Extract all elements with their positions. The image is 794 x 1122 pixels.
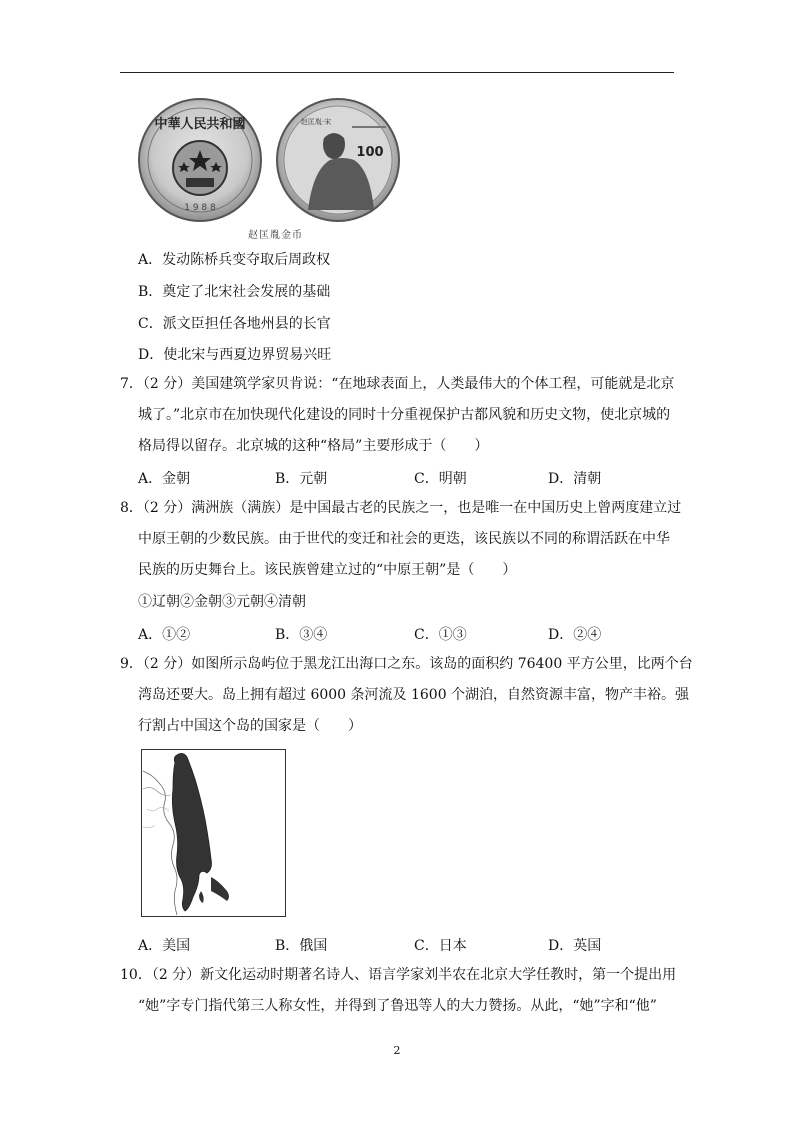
q8-option-c: C．①③ [414,627,467,643]
q10-stem-line-2: “她”字专门指代第三人称女性，并得到了鲁迅等人的大力赞扬。从此，“她”字和“他” [138,998,657,1014]
q7-option-a: A．金朝 [138,471,191,487]
q9-option-b: B．俄国 [275,938,328,954]
q7-option-d: D．清朝 [548,471,602,487]
header-rule [120,72,674,73]
zhao-kuangyin-gold-coin-image [138,98,408,246]
q7-stem-line-2: 城了。”北京市在加快现代化建设的同时十分重视保护古都风貌和历史文物，使北京城的 [138,407,671,423]
q9-stem-line-3: 行割占中国这个岛的国家是（ ） [138,718,362,734]
q7-stem-line-3: 格局得以留存。北京城的这种“格局”主要形成于（ ） [138,438,489,454]
svg-text:中華人民共和國: 中華人民共和國 [154,117,246,132]
sakhalin-island-map [141,749,286,917]
q7-option-c: C．明朝 [414,471,467,487]
q10-stem-line-1: 10．（2 分）新文化运动时期著名诗人、语言学家刘半农在北京大学任教时，第一个提出用 [120,967,677,983]
coin-portrait-side [277,99,399,221]
svg-text:1 9 8 8: 1 9 8 8 [184,203,216,213]
q7-option-b: B．元朝 [275,471,328,487]
coin-emblem-side [139,99,261,221]
q9-option-a: A．美国 [138,938,191,954]
q6-option-b: B．奠定了北宋社会发展的基础 [138,284,331,300]
q8-stem-line-1: 8．（2 分）满洲族（满族）是中国最古老的民族之一，也是唯一在中国历史上曾两度建立过 [120,500,682,516]
q6-option-a: A．发动陈桥兵变夺取后周政权 [138,252,331,268]
q8-stem-line-3: 民族的历史舞台上。该民族曾建立过的“中原王朝”是（ ） [138,562,517,578]
q9-option-c: C．日本 [414,938,467,954]
q8-option-a: A．①② [138,627,191,643]
q6-option-c: C．派文臣担任各地州县的长官 [138,316,331,332]
coin-face-value: 100 [356,145,384,160]
q8-option-b: B．③④ [275,627,328,643]
q8-stem-line-2: 中原王朝的少数民族。由于世代的变迁和社会的更迭，该民族以不同的称谓活跃在中华 [138,531,670,547]
q7-stem-line-1: 7．（2 分）美国建筑学家贝肯说：“在地球表面上，人类最伟大的个体工程，可能就是北京 [120,376,675,392]
page-number: 2 [393,1044,401,1057]
svg-text:赵匡胤·宋: 赵匡胤·宋 [300,118,332,126]
q9-option-d: D．英国 [548,938,602,954]
coin-caption: 赵匡胤金币 [248,230,303,241]
q9-stem-line-2: 湾岛还要大。岛上拥有超过 6000 条河流及 1600 个湖泊，自然资源丰富，物产丰裕。强 [138,687,690,703]
q8-choices-list: ①辽朝②金朝③元朝④清朝 [138,594,306,610]
q9-stem-line-1: 9．（2 分）如图所示岛屿位于黑龙江出海口之东。该岛的面积约 76400 平方公里，比两个台 [120,656,693,672]
q6-option-d: D．使北宋与西夏边界贸易兴旺 [138,347,332,363]
q8-option-d: D．②④ [548,627,602,643]
